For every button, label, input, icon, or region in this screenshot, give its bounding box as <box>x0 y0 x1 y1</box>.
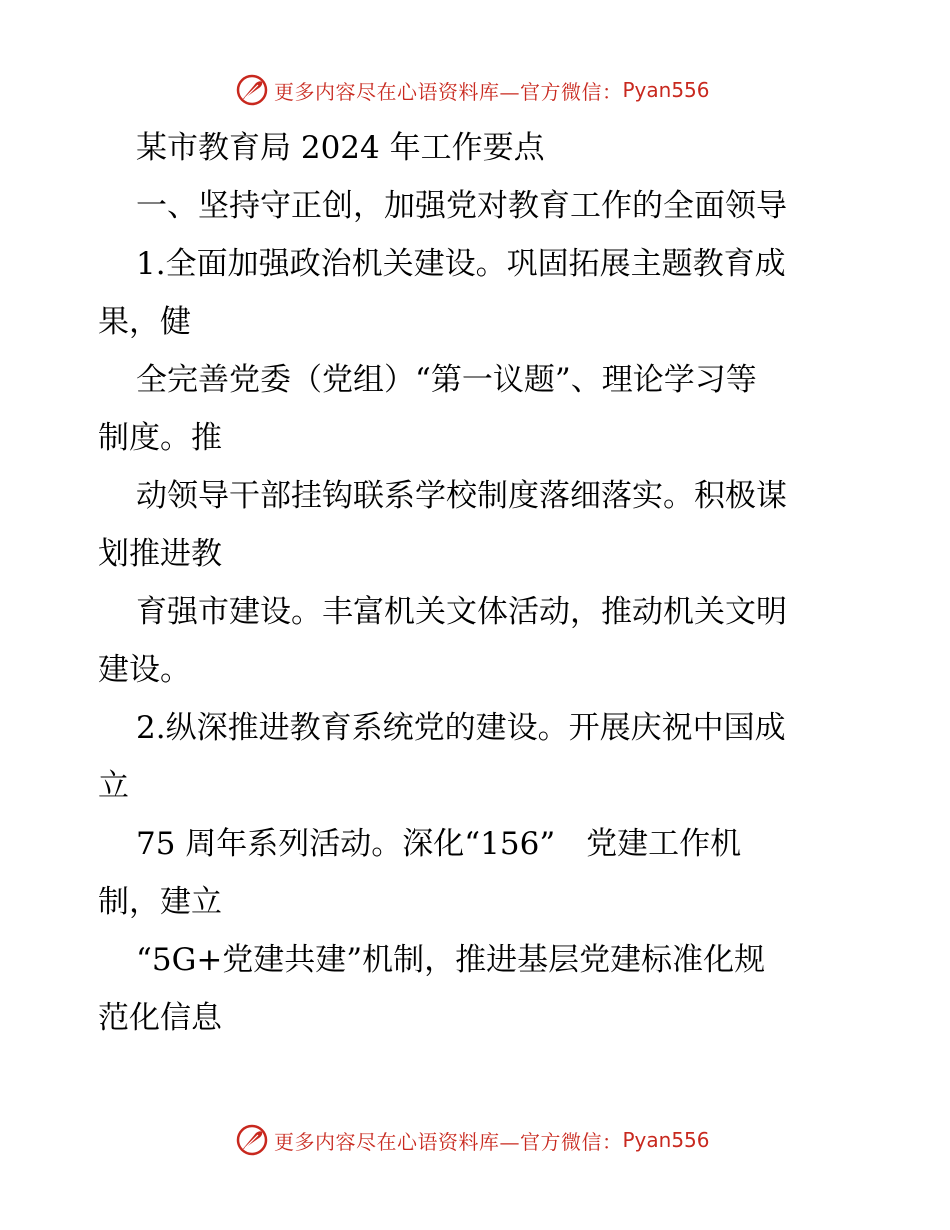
watermark-wechat-id: Pyan556 <box>622 1128 710 1152</box>
paragraph-line: 育强市建设。丰富机关文体活动，推动机关文明 <box>136 594 787 630</box>
paragraph-line: 动领导干部挂钩联系学校制度落细落实。积极谋 <box>136 478 787 514</box>
document-title: 某市教育局 2024 年工作要点 <box>136 130 545 166</box>
paragraph-line: 2.纵深推进教育系统党的建设。开展庆祝中国成 <box>136 710 786 746</box>
watermark-text: 更多内容尽在心语资料库—官方微信： <box>274 79 623 104</box>
watermark-banner-bottom <box>236 1122 710 1158</box>
paragraph-line: 全完善党委（党组）“第一议题”、理论学习等 <box>136 362 757 398</box>
pen-feather-circle-icon <box>236 1124 268 1156</box>
pen-feather-circle-icon <box>236 74 268 106</box>
paragraph-line: 立 <box>98 768 129 804</box>
paragraph-line: 建设。 <box>98 652 191 688</box>
watermark-banner-top <box>236 72 710 108</box>
watermark-text: 更多内容尽在心语资料库—官方微信： <box>274 1129 623 1154</box>
paragraph-line: “5G+党建共建”机制，推进基层党建标准化规 <box>136 942 766 978</box>
paragraph-line: 75 周年系列活动。深化“156” 党建工作机 <box>136 826 742 862</box>
paragraph-line: 1.全面加强政治机关建设。巩固拓展主题教育成 <box>136 246 786 282</box>
paragraph-line: 划推进教 <box>98 536 222 572</box>
section-heading: 一、坚持守正创，加强党对教育工作的全面领导 <box>136 188 787 224</box>
paragraph-line: 制，建立 <box>98 884 222 920</box>
paragraph-line: 制度。推 <box>98 420 222 456</box>
paragraph-line: 果，健 <box>98 304 191 340</box>
watermark-wechat-id: Pyan556 <box>622 78 710 102</box>
paragraph-line: 范化信息 <box>98 1000 222 1036</box>
